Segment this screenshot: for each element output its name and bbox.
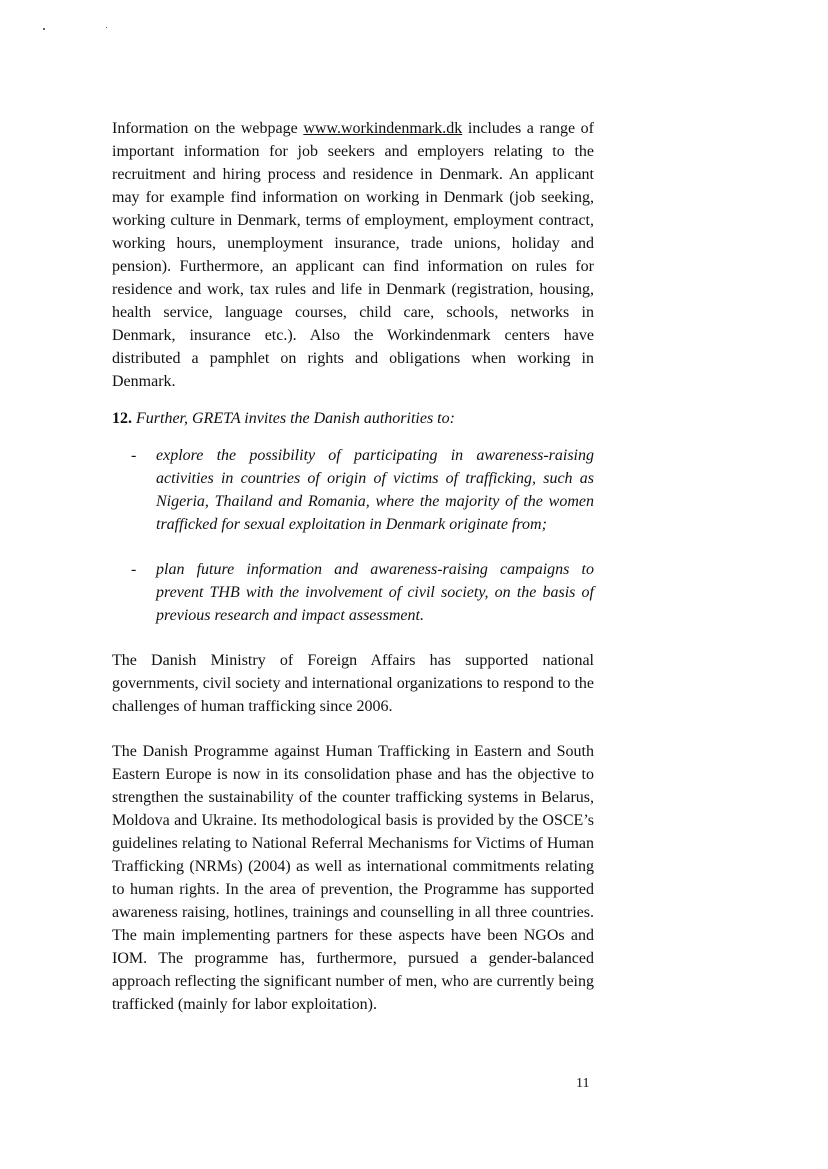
list-item: [112, 444, 594, 536]
paragraph-workindenmark: [112, 117, 594, 393]
workindenmark-link[interactable]: www.workindenmark.dk: [303, 120, 463, 137]
list-item: [112, 558, 594, 627]
paragraph-ministry: The Danish Ministry of Foreign Affairs has supported national governments, civil society and international organizations to respond to the challenges of human trafficking since 2006.: [112, 652, 594, 715]
bullet-dash: -: [131, 447, 137, 464]
recommendation-intro: Further, GRETA invites the Danish authorities to:: [136, 410, 455, 427]
scan-mark-dot: [106, 27, 107, 28]
paragraph-programme: The Danish Programme against Human Trafficking in Eastern and South Eastern Europe is now in its consolidation phase and has the objective to strengthen the sustainability of the counter trafficking systems in Belarus, Moldova and Ukraine. Its methodological basis is provided by the OSCE’s guidelines relating to National Referral Mechanisms for Victims of Human Trafficking (NRMs) (2004) as well as international commitments relating to human rights. In the area of prevention, the Programme has supported awareness raising, hotlines, trainings and counselling in all three countries. The main implementing partners for these aspects have been NGOs and IOM. The programme has, furthermore, pursued a gender-balanced approach reflecting the significant number of men, who are currently being trafficked (mainly for labor exploitation).: [112, 743, 594, 1013]
list-item-text: explore the possibility of participating in awareness-raising activities in countries of origin of victims of trafficking, such as Nigeria, Thailand and Romania, where the majority of the women trafficked for sexual exploitation in Denmark originate from;: [156, 447, 594, 533]
page-number: 11: [576, 1076, 590, 1091]
paragraph-text: Information on the webpage: [112, 120, 304, 137]
paragraph-text: includes a range of important information for job seekers and employers relating to the recruitment and hiring process and residence in Denmark. An applicant may for example find information on working in Denmark (job seeking, working culture in Denmark, terms of employment, employment contract, working hours, unemployment insurance, trade unions, holiday and pension). Furthermore, an applicant can find information on rules for residence and work, tax rules and life in Denmark (registration, housing, health service, language courses, child care, schools, networks in Denmark, insurance etc.). Also the Workindenmark centers have distributed a pamphlet on rights and obligations when working in Denmark.: [112, 120, 595, 390]
scan-mark-dot: [43, 28, 45, 30]
document-body: [112, 117, 594, 1016]
list-item-text: plan future information and awareness-raising campaigns to prevent THB with the involvement of civil society, on the basis of previous research and impact assessment.: [156, 561, 594, 624]
bullet-dash: -: [131, 561, 137, 578]
recommendation-heading: [112, 407, 594, 430]
recommendation-number: 12.: [112, 410, 132, 427]
recommendation-list: [112, 444, 594, 627]
